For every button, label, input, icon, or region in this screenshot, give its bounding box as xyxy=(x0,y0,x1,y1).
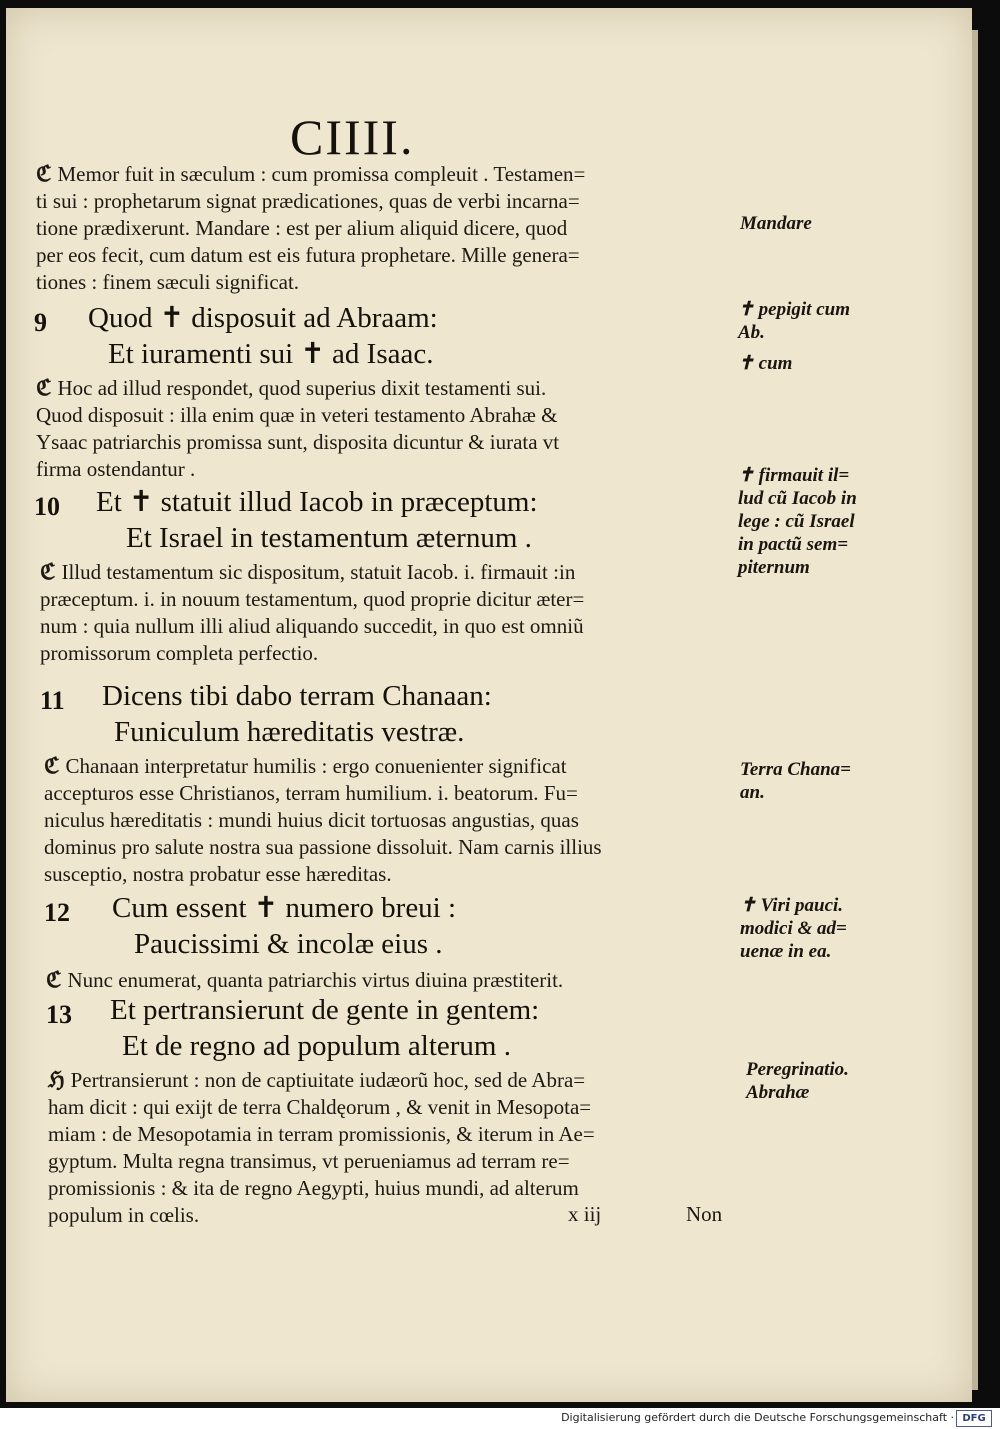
margin-note-4 xyxy=(738,464,857,579)
commentary-line: num : quia nullum illi aliud aliquando succedit, in quo est omniũ xyxy=(40,614,584,638)
verse-number-10: 10 xyxy=(34,492,60,521)
commentary-line: promissionis : & ita de regno Aegypti, huius mundi, ad alterum xyxy=(48,1176,579,1200)
commentary-block-2 xyxy=(36,374,559,483)
verse-10-line-1: Et ✝ statuit illud Iacob in præceptum: xyxy=(96,486,538,518)
commentary-line: ti sui : prophetarum signat prædicationes, quas de verbi incarna= xyxy=(36,189,580,213)
page-edge xyxy=(972,30,978,1390)
margin-note-line: Abrahæ xyxy=(746,1082,810,1103)
catchword: Non xyxy=(686,1202,723,1226)
verse-number-9: 9 xyxy=(34,308,47,337)
commentary-line: Memor fuit in sæculum : cum promissa compleuit . Testamen= xyxy=(57,162,586,186)
verse-9-line-2: Et iuramenti sui ✝ ad Isaac. xyxy=(108,338,434,370)
verse-12-line-1: Cum essent ✝ numero breui : xyxy=(112,892,457,924)
commentary-line: Nunc enumerat, quanta patriarchis virtus diuina præstiterit. xyxy=(67,968,564,992)
commentary-line: Illud testamentum sic dispositum, statuit Iacob. i. firmauit :in xyxy=(61,560,576,584)
margin-note-5 xyxy=(740,758,851,804)
commentary-line: populum in cœlis. xyxy=(48,1203,200,1227)
paragraph-mark: ℭ xyxy=(46,967,62,992)
verse-10-line-2: Et Israel in testamentum æternum . xyxy=(126,522,532,554)
margin-note-line: modici & ad= xyxy=(740,918,847,939)
paragraph-mark: ℭ xyxy=(44,753,60,778)
commentary-line: Pertransierunt : non de captiuitate iudæorũ hoc, sed de Abra= xyxy=(70,1068,586,1092)
margin-note-6 xyxy=(740,894,847,963)
margin-note-1 xyxy=(740,212,812,235)
verse-11-line-1: Dicens tibi dabo terram Chanaan: xyxy=(102,680,492,712)
commentary-block-6 xyxy=(48,1066,595,1229)
margin-note-line: ✝ Viri pauci. xyxy=(740,895,844,916)
margin-note-line: Peregrinatio. xyxy=(746,1059,849,1080)
folio-number: CIIII. xyxy=(290,109,415,165)
margin-note-3 xyxy=(738,352,792,375)
commentary-line: miam : de Mesopotamia in terram promissionis, & iterum in Ae= xyxy=(48,1122,595,1146)
margin-note-line: ✝ cum xyxy=(738,353,793,374)
margin-note-line: Terra Chana= xyxy=(740,759,851,780)
margin-note-line: uenæ in ea. xyxy=(740,941,832,962)
verse-number-12: 12 xyxy=(44,898,70,927)
commentary-line: dominus pro salute nostra sua passione dissoluit. Nam carnis illius xyxy=(44,835,602,859)
commentary-block-4 xyxy=(44,752,602,888)
commentary-line: Quod disposuit : illa enim quæ in veteri testamento Abrahæ & xyxy=(36,403,558,427)
commentary-line: promissorum completa perfectio. xyxy=(40,641,319,665)
margin-note-2 xyxy=(738,298,850,344)
signature-mark: x iij xyxy=(568,1202,602,1226)
margin-note-line: Mandare xyxy=(740,213,812,234)
commentary-line: Ysaac patriarchis promissa sunt, disposita dicuntur & iurata vt xyxy=(36,430,560,454)
commentary-line: per eos fecit, cum datum est eis futura prophetare. Mille genera= xyxy=(36,243,580,267)
commentary-line: præceptum. i. in nouum testamentum, quod proprie dicitur æter= xyxy=(40,587,585,611)
commentary-block-1 xyxy=(36,160,585,296)
commentary-line: tione prædixerunt. Mandare : est per alium aliquid dicere, quod xyxy=(36,216,568,240)
paragraph-mark: ℭ xyxy=(36,375,52,400)
verse-13-line-2: Et de regno ad populum alterum . xyxy=(122,1030,511,1062)
paragraph-mark: ℭ xyxy=(36,161,52,186)
commentary-line: accepturos esse Christianos, terram humilium. i. beatorum. Fu= xyxy=(44,781,578,805)
commentary-line: firma ostendantur . xyxy=(36,457,196,481)
margin-note-line: lud cũ Iacob in xyxy=(738,488,857,509)
paragraph-mark: ℭ xyxy=(40,559,56,584)
verse-11-line-2: Funiculum hæreditatis vestræ. xyxy=(114,716,465,748)
verse-12-line-2: Paucissimi & incolæ eius . xyxy=(134,928,443,960)
verse-9-line-1: Quod ✝ disposuit ad Abraam: xyxy=(88,302,438,334)
commentary-line: Hoc ad illud respondet, quod superius dixit testamenti sui. xyxy=(57,376,547,400)
commentary-line: gyptum. Multa regna transimus, vt perueniamus ad terram re= xyxy=(48,1149,570,1173)
margin-note-line: lege : cũ Israel xyxy=(738,511,855,532)
commentary-line: niculus hæreditatis : mundi huius dicit tortuosas angustias, quas xyxy=(44,808,579,832)
margin-note-line: an. xyxy=(740,782,765,803)
credit-bar xyxy=(0,1408,1000,1429)
margin-note-line: piternum xyxy=(738,557,810,578)
commentary-block-5 xyxy=(46,966,563,994)
verse-number-13: 13 xyxy=(46,1000,72,1029)
verse-number-11: 11 xyxy=(40,686,65,715)
commentary-line: tiones : finem sæculi significat. xyxy=(36,270,300,294)
margin-note-line: Ab. xyxy=(738,322,765,343)
margin-note-line: ✝ pepigit cum xyxy=(738,299,850,320)
verse-13-line-1: Et pertransierunt de gente in gentem: xyxy=(110,994,540,1026)
commentary-line: ham dicit : qui exijt de terra Chaldęorum , & venit in Mesopota= xyxy=(48,1095,592,1119)
dfg-logo-icon: DFG xyxy=(956,1410,992,1427)
commentary-line: susceptio, nostra probatur esse hæreditas. xyxy=(44,862,392,886)
margin-note-line: in pactũ sem= xyxy=(738,534,849,555)
funding-credit: Digitalisierung gefördert durch die Deutsche Forschungsgemeinschaft · xyxy=(561,1411,954,1424)
paragraph-mark: ℌ xyxy=(48,1067,65,1092)
commentary-block-3 xyxy=(40,558,584,667)
margin-note-line: ✝ firmauit il= xyxy=(738,465,850,486)
commentary-line: Chanaan interpretatur humilis : ergo conuenienter significat xyxy=(65,754,567,778)
margin-note-7 xyxy=(746,1058,849,1104)
